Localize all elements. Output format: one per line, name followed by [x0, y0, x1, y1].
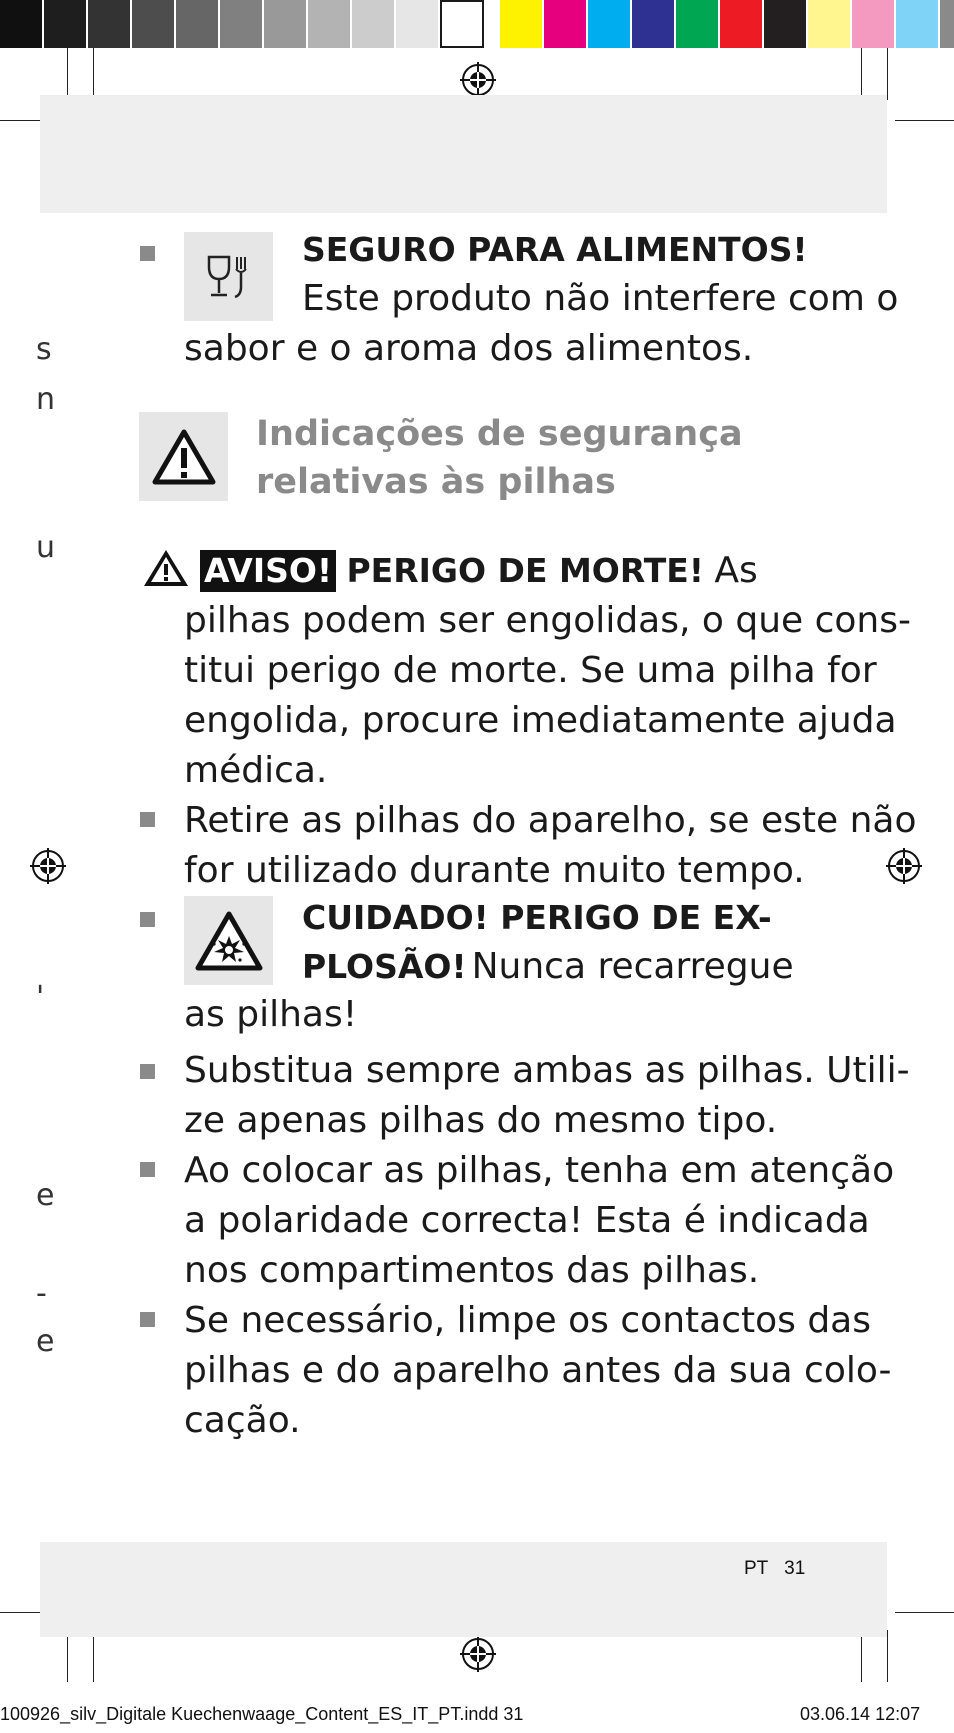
color-swatch: [308, 0, 352, 48]
list-item-line: Ao colocar as pilhas, tenha em atenção: [184, 1150, 895, 1191]
food-safe-line: sabor e o aroma dos alimentos.: [184, 328, 754, 369]
color-swatch: [176, 0, 220, 48]
list-item-line: a polaridade correcta! Esta é indicada: [184, 1200, 870, 1241]
warning-line: médica.: [184, 750, 328, 791]
crop-mark: [67, 48, 68, 100]
list-bullet: [140, 1162, 155, 1177]
color-swatch: [88, 0, 132, 48]
registration-mark-icon: [460, 1636, 496, 1672]
warning-first-word: As: [714, 550, 758, 591]
color-swatch: [264, 0, 308, 48]
color-swatch: [396, 0, 440, 48]
crop-mark: [861, 1630, 862, 1682]
warning-triangle-icon: [151, 428, 217, 486]
crop-mark: [887, 48, 888, 100]
crop-mark: [861, 48, 862, 100]
color-swatch: [500, 0, 544, 48]
color-swatch: [132, 0, 176, 48]
color-swatch: [0, 0, 44, 48]
list-bullet: [140, 1312, 155, 1327]
glass-fork-icon: [201, 249, 257, 305]
list-item-line: pilhas e do aparelho antes da sua colo-: [184, 1350, 892, 1391]
slug-file: 100926_silv_Digitale Kuechenwaage_Content_ES_IT_PT.indd 31: [0, 1704, 524, 1724]
list-item-line: nos compartimentos das pilhas.: [184, 1250, 760, 1291]
color-bar: [0, 0, 954, 48]
color-swatch: [632, 0, 676, 48]
list-bullet: [140, 1064, 155, 1079]
margin-fragment: -: [36, 1276, 47, 1311]
explosion-line: [302, 942, 794, 992]
color-swatch: [940, 0, 954, 48]
explosion-title-end: PLOSÃO!: [302, 947, 467, 986]
color-swatch: [764, 0, 808, 48]
list-item-line: Retire as pilhas do aparelho, se este não: [184, 800, 917, 841]
margin-fragment: e: [36, 1324, 55, 1359]
warning-line: titui perigo de morte. Se uma pilha for: [184, 650, 877, 691]
color-swatch: [44, 0, 88, 48]
page-number: [744, 1558, 805, 1580]
explosion-warning-icon: [194, 910, 264, 972]
section-warning-icon-box: [139, 412, 228, 501]
list-item-line: for utilizado durante muito tempo.: [184, 850, 805, 891]
aviso-label: AVISO!: [200, 550, 336, 592]
slug-date: 03.06.14 12:07: [800, 1704, 921, 1724]
food-safe-line: Este produto não interfere com o: [302, 278, 899, 319]
margin-fragment: n: [36, 382, 56, 417]
crop-mark: [67, 1630, 68, 1682]
crop-mark: [93, 1630, 94, 1682]
warning-title: PERIGO DE MORTE!: [346, 551, 704, 590]
registration-mark-icon: [886, 848, 922, 884]
margin-fragment: s: [36, 332, 52, 367]
color-swatch: [852, 0, 896, 48]
warning-line: [142, 546, 758, 596]
registration-mark-icon: [460, 62, 496, 98]
explosion-title: CUIDADO! PERIGO DE EX-: [302, 898, 772, 937]
color-swatch: [676, 0, 720, 48]
color-swatch: [544, 0, 588, 48]
crop-mark: [895, 1612, 954, 1613]
warning-line: engolida, procure imediatamente ajuda: [184, 700, 897, 741]
warning-line: pilhas podem ser engolidas, o que cons-: [184, 600, 911, 641]
margin-fragment: ': [36, 980, 45, 1015]
color-swatch: [808, 0, 852, 48]
section-heading-line: relativas às pilhas: [256, 462, 616, 502]
explosion-rest: Nunca recarregue: [471, 946, 794, 987]
header-band: [40, 95, 887, 213]
color-swatch: [896, 0, 940, 48]
margin-fragment: e: [36, 1178, 55, 1213]
crop-mark: [887, 1630, 888, 1682]
margin-fragment: u: [36, 530, 56, 565]
food-safe-icon-box: [184, 232, 273, 321]
color-swatch: [440, 0, 484, 48]
language-code: PT: [744, 1558, 769, 1579]
list-item-line: Se necessário, limpe os contactos das: [184, 1300, 871, 1341]
list-item-line: Substitua sempre ambas as pilhas. Utili-: [184, 1050, 910, 1091]
list-item-line: cação.: [184, 1400, 301, 1441]
food-safe-title: SEGURO PARA ALIMENTOS!: [302, 230, 808, 269]
crop-mark: [93, 48, 94, 100]
explosion-line: as pilhas!: [184, 994, 358, 1035]
list-bullet: [140, 912, 155, 927]
warning-triangle-small-icon: [142, 548, 190, 588]
color-swatch: [720, 0, 764, 48]
list-item-line: ze apenas pilhas do mesmo tipo.: [184, 1100, 778, 1141]
list-bullet: [140, 812, 155, 827]
section-heading-line: Indicações de segurança: [256, 414, 743, 454]
list-bullet: [140, 246, 155, 261]
color-swatch: [352, 0, 396, 48]
registration-mark-icon: [30, 848, 66, 884]
color-swatch: [220, 0, 264, 48]
crop-mark: [895, 120, 954, 121]
color-bar-gap: [484, 0, 500, 48]
explosion-icon-box: [184, 896, 273, 985]
color-swatch: [588, 0, 632, 48]
footer-band: [40, 1542, 887, 1637]
page-number-value: 31: [784, 1558, 806, 1579]
